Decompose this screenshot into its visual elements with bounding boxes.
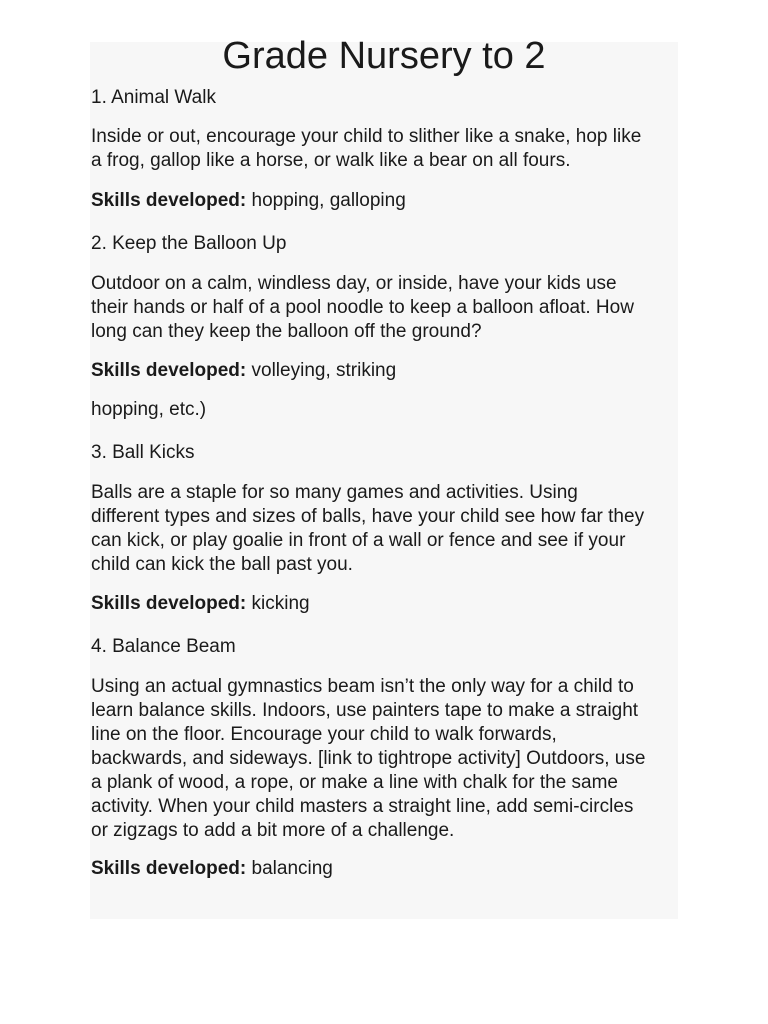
skills-label: Skills developed:	[91, 858, 247, 879]
body-line: Outdoor on a calm, windless day, or inside, have your kids use	[91, 273, 617, 294]
body-line: backwards, and sideways. [link to tightrope activity] Outdoors, use	[91, 748, 646, 769]
section-heading-keep-balloon-up: 2. Keep the Balloon Up	[91, 233, 287, 254]
body-line: activity. When your child masters a straight line, add semi-circles	[91, 796, 634, 817]
skills-animal-walk	[91, 189, 677, 213]
skills-label: Skills developed:	[91, 360, 247, 381]
skills-balance-beam	[91, 857, 677, 881]
skills-keep-balloon-up	[91, 359, 677, 383]
body-line: a frog, gallop like a horse, or walk like a bear on all fours.	[91, 150, 571, 171]
body-line: child can kick the ball past you.	[91, 554, 353, 575]
body-line: a plank of wood, a rope, or make a line with chalk for the same	[91, 772, 618, 793]
section-body-keep-balloon-up	[91, 272, 677, 344]
stray-text: hopping, etc.)	[91, 399, 207, 420]
skills-label: Skills developed:	[91, 190, 247, 211]
section-body-ball-kicks	[91, 481, 677, 577]
section-body-animal-walk	[91, 125, 677, 173]
body-line: long can they keep the balloon off the ground?	[91, 321, 482, 342]
body-line: different types and sizes of balls, have your child see how far they	[91, 506, 645, 527]
body-line: or zigzags to add a bit more of a challenge.	[91, 820, 455, 841]
document-page	[90, 35, 678, 919]
section-body-balance-beam	[91, 675, 677, 843]
body-line: can kick, or play goalie in front of a wall or fence and see if your	[91, 530, 626, 551]
section-heading-balance-beam: 4. Balance Beam	[91, 636, 236, 657]
body-line: their hands or half of a pool noodle to keep a balloon afloat. How	[91, 297, 634, 318]
skills-value: balancing	[251, 858, 333, 879]
body-line: Inside or out, encourage your child to slither like a snake, hop like	[91, 126, 642, 147]
page-title: Grade Nursery to 2	[222, 35, 546, 77]
skills-value: hopping, galloping	[251, 190, 406, 211]
skills-label: Skills developed:	[91, 593, 247, 614]
section-heading-ball-kicks: 3. Ball Kicks	[91, 442, 195, 463]
skills-ball-kicks	[91, 592, 677, 616]
skills-value: volleying, striking	[251, 360, 397, 381]
body-line: Using an actual gymnastics beam isn’t the only way for a child to	[91, 676, 634, 697]
section-heading-animal-walk: 1. Animal Walk	[91, 87, 216, 108]
body-line: line on the floor. Encourage your child to walk forwards,	[91, 724, 557, 745]
body-line: learn balance skills. Indoors, use painters tape to make a straight	[91, 700, 639, 721]
body-line: Balls are a staple for so many games and activities. Using	[91, 482, 578, 503]
skills-value: kicking	[251, 593, 310, 614]
